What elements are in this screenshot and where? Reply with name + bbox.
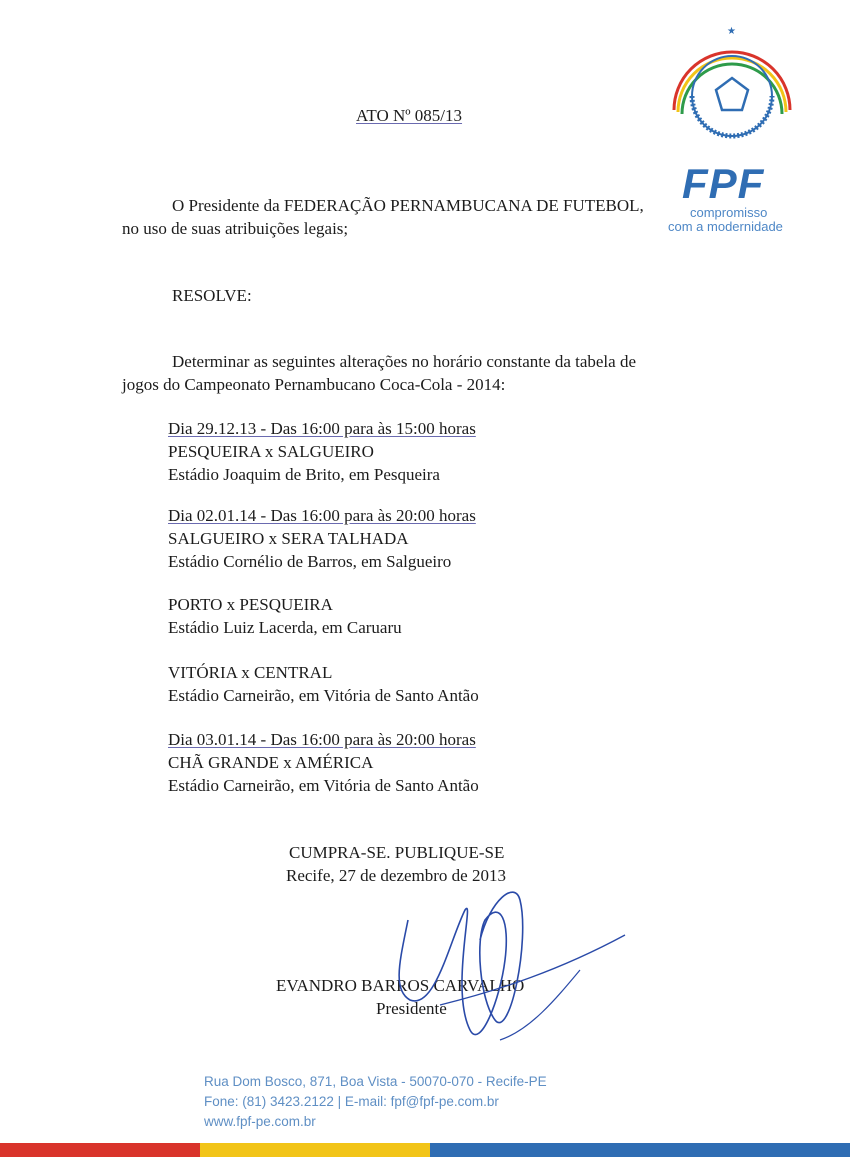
footer-address: Rua Dom Bosco, 871, Boa Vista - 50070-070 - Recife-PE	[204, 1074, 547, 1089]
change-venue: Estádio Carneirão, em Vitória de Santo Antão	[168, 776, 479, 795]
band-blue	[430, 1143, 850, 1157]
intro-line-2: no uso de suas atribuições legais;	[122, 219, 349, 238]
logo-slogan-line1: compromisso	[690, 205, 768, 220]
change-match: SALGUEIRO x SERA TALHADA	[168, 529, 409, 548]
handwritten-signature	[380, 880, 640, 1060]
footer-website: www.fpf-pe.com.br	[204, 1114, 316, 1129]
change-heading: Dia 29.12.13 - Das 16:00 para às 15:00 horas	[168, 419, 476, 438]
document-title: ATO Nº 085/13	[356, 106, 463, 125]
change-match: VITÓRIA x CENTRAL	[168, 663, 333, 682]
fpf-wordmark: FPF	[682, 160, 765, 207]
signatory-role: Presidente	[376, 999, 447, 1018]
place-date: Recife, 27 de dezembro de 2013	[286, 866, 506, 885]
change-match: PESQUEIRA x SALGUEIRO	[168, 442, 374, 461]
change-venue: Estádio Cornélio de Barros, em Salgueiro	[168, 552, 452, 571]
cumpra-publique: CUMPRA-SE. PUBLIQUE-SE	[289, 843, 505, 862]
change-match: CHÃ GRANDE x AMÉRICA	[168, 753, 374, 772]
svg-text:★: ★	[727, 26, 736, 37]
change-venue: Estádio Carneirão, em Vitória de Santo Antão	[168, 686, 479, 705]
resolve-heading: RESOLVE:	[172, 286, 252, 305]
intro-line-1: O Presidente da FEDERAÇÃO PERNAMBUCANA DE FUTEBOL,	[172, 196, 644, 215]
determine-line-1: Determinar as seguintes alterações no horário constante da tabela de	[172, 352, 636, 371]
change-heading: Dia 02.01.14 - Das 16:00 para às 20:00 horas	[168, 506, 476, 525]
footer-color-band	[0, 1143, 850, 1157]
change-match: PORTO x PESQUEIRA	[168, 595, 333, 614]
logo-slogan-line2: com a modernidade	[668, 219, 783, 234]
change-venue: Estádio Luiz Lacerda, em Caruaru	[168, 618, 402, 637]
determine-line-2: jogos do Campeonato Pernambucano Coca-Cola - 2014:	[122, 375, 506, 394]
football-emblem-icon	[674, 26, 790, 136]
band-yellow	[200, 1143, 430, 1157]
signatory-name: EVANDRO BARROS CARVALHO	[276, 976, 525, 995]
change-venue: Estádio Joaquim de Brito, em Pesqueira	[168, 465, 440, 484]
band-red	[0, 1143, 200, 1157]
footer-contact: Fone: (81) 3423.2122 | E-mail: fpf@fpf-pe.com.br	[204, 1094, 499, 1109]
change-heading: Dia 03.01.14 - Das 16:00 para às 20:00 horas	[168, 730, 476, 749]
